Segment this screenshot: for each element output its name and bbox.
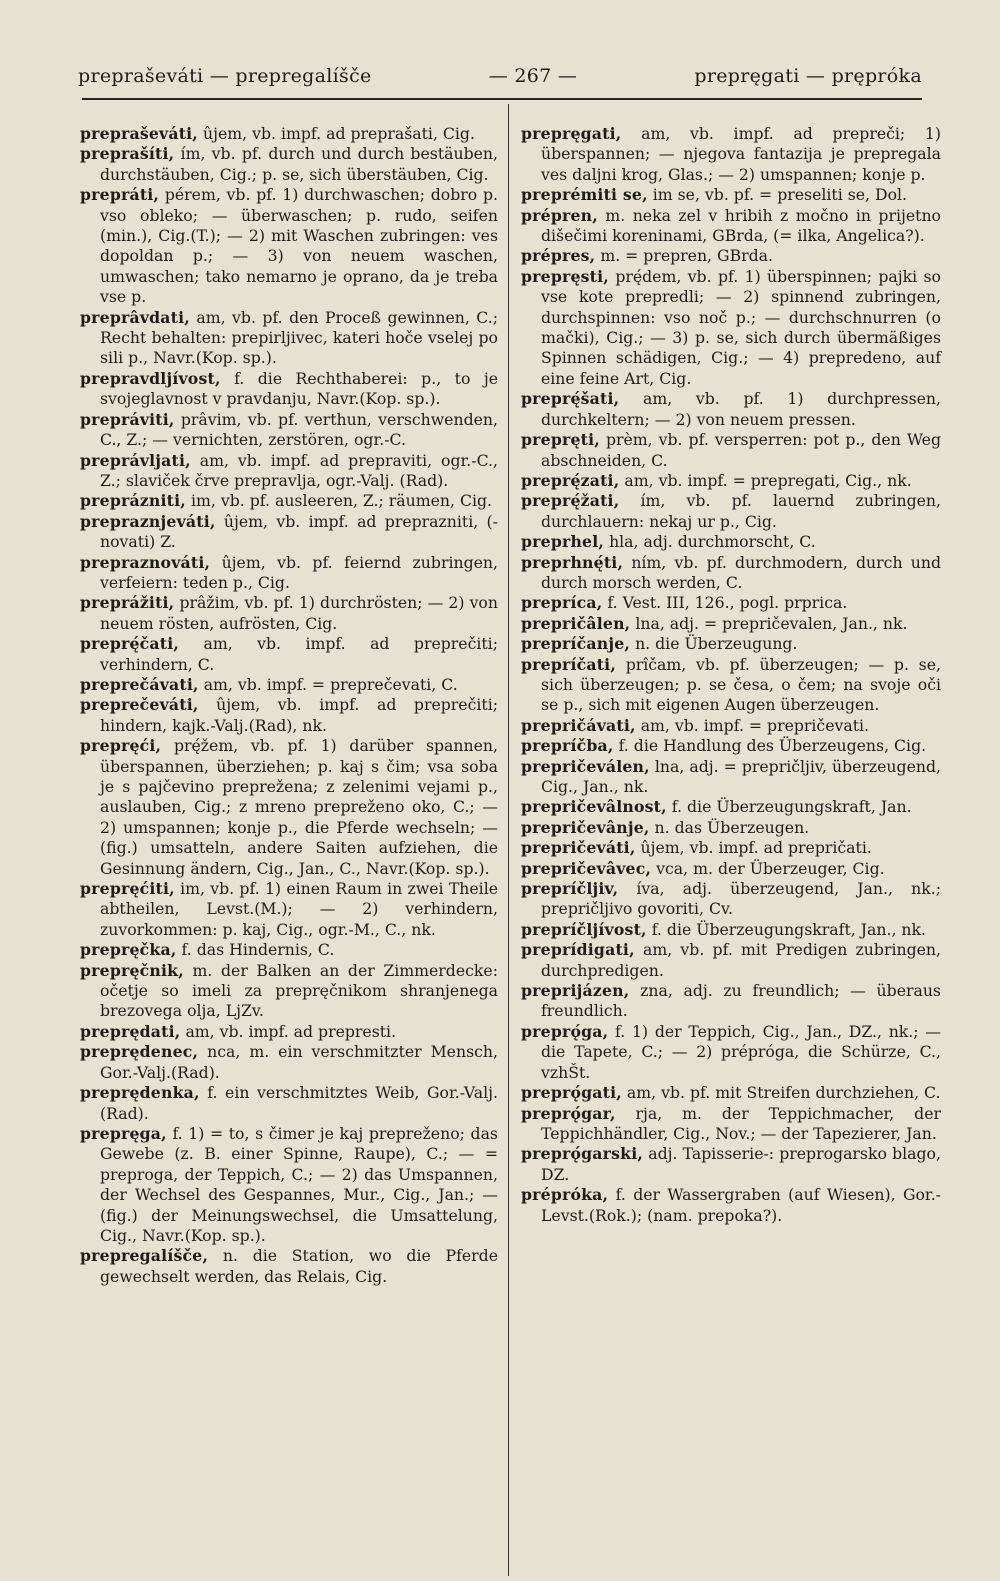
entry-definition: f. das Hindernis, C.	[181, 940, 335, 960]
entry-definition: im, vb. pf. 1) einen Raum in zwei Theile abtheilen, Levst.(M.); — 2) verhindern, zuvorkommen: p. kaj, Cig., ogr.-M., C., nk.	[100, 879, 498, 939]
dictionary-entry	[521, 614, 941, 634]
entry-headword: prepríčba,	[521, 736, 614, 756]
entry-definition: vca, m. der Überzeuger, Cig.	[656, 858, 885, 878]
dictionary-entry	[521, 757, 941, 798]
entry-headword: prepričávati,	[521, 715, 636, 735]
entry-headword: prepríca,	[521, 593, 603, 613]
entry-headword: preprędenec,	[80, 1042, 199, 1062]
dictionary-entry	[521, 1022, 941, 1083]
dictionary-entry	[80, 593, 498, 634]
dictionary-entry	[521, 1185, 941, 1226]
entry-definition: prèm, vb. pf. versperren: pot p., den Weg abschneiden, C.	[541, 430, 942, 470]
entry-definition: ím, vb. pf. lauernd zubringen, durchlauern: nekaj ur p., Cig.	[541, 491, 941, 531]
entry-definition: am, vb. impf. = prepregati, Cig., nk.	[624, 470, 912, 490]
page-number: — 267 —	[488, 65, 578, 87]
dictionary-entry	[521, 818, 941, 838]
entry-definition: ûjem, vb. pf. feiernd zubringen, verfeiern: teden p., Cig.	[100, 552, 498, 592]
entry-definition: f. die Rechthaberei: p., to je svojeglavnost v pravdanju, Navr.(Kop. sp.).	[100, 368, 498, 409]
entry-definition: ûjem, vb. impf. ad preprazniti, (-novati) Z.	[100, 511, 498, 552]
entry-definition: f. 1) = to, s čimer je kaj prepreženo; das Gewebe (z. B. einer Spinne, Raupe), C.; — = preproga, der Teppich, C.; — 2) das Umspannen, der Wechsel des Gespannes, Mur., Cig., Jan.; — (fig.) der Meinungswechsel, die Umsattelung, Cig., Navr.(Kop. sp.).	[100, 1123, 498, 1245]
dictionary-entry	[521, 553, 941, 594]
dictionary-entry	[80, 553, 498, 594]
entry-definition: m. der Balken an der Zimmerdecke: očetje so imeli za prepręčnikom shranjenega brezovega olja, LjZv.	[100, 960, 498, 1021]
entry-definition: f. der Wassergraben (auf Wiesen), Gor.-Levst.(Rok.); (nam. prepoka?).	[541, 1185, 941, 1225]
dictionary-entry	[80, 961, 498, 1022]
entry-definition: f. Vest. III, 126., pogl. prprica.	[607, 593, 848, 613]
entry-headword: preprę́žati,	[521, 491, 620, 511]
dictionary-entry	[521, 1144, 941, 1185]
entry-definition: im, vb. pf. ausleeren, Z.; räumen, Cig.	[190, 491, 493, 511]
entry-definition: nca, m. ein verschmitzter Mensch, Gor.-Valj.(Rad).	[100, 1042, 498, 1082]
dictionary-entry	[521, 267, 941, 389]
entry-headword: prepręsti,	[521, 266, 609, 286]
entry-definition: n. die Überzeugung.	[635, 634, 798, 654]
dictionary-entry	[521, 389, 941, 430]
entry-definition: im se, vb. pf. = preseliti se, Dol.	[652, 185, 908, 205]
entry-definition: n. die Station, wo die Pferde gewechselt werden, das Relais, Cig.	[100, 1246, 498, 1286]
entry-definition: prę́dem, vb. pf. 1) überspinnen; pajki so vse kote prepredli; — 2) spinnend zubringen, durchspinnen: vso noč p.; — durchschnurren (o mački), Cig.; — 3) p. se, sich durch übermäßiges Spinnen schädigen, Cig.; — 4) prepredeno, auf eine feine Art, Cig.	[541, 266, 941, 388]
entry-headword: prepręti,	[521, 430, 600, 450]
entry-definition: f. die Überzeugungskraft, Jan., nk.	[651, 919, 927, 939]
entry-headword: preprę́šati,	[521, 389, 620, 409]
entry-definition: m. neka zel v hribih z močno in prijetno dišečimi koreninami, GBrda, (= ilka, Angelica?).	[541, 205, 941, 246]
entry-headword: preprašíti,	[80, 144, 175, 164]
entry-definition: zna, adj. zu freundlich; — überaus freundlich.	[541, 981, 941, 1021]
dictionary-entry	[80, 675, 498, 695]
entry-definition: pérem, vb. pf. 1) durchwaschen; dobro p. vso obleko; — überwaschen; p. rudo, seifen (min.), Cig.(T.); — 2) mit Waschen zubringen: ves dopoldan p.; — 3) von neuem waschen, umwaschen; tako nemarno je oprano, da je treba vse p.	[100, 185, 498, 307]
entry-headword: preprhel,	[521, 532, 605, 552]
header-right-guide-words: prepręgati — prępróka	[694, 65, 922, 87]
dictionary-entry	[80, 451, 498, 492]
dictionary-entry	[80, 512, 498, 553]
entry-headword: preprâvdati,	[80, 307, 190, 327]
entry-definition: adj. Tapisserie-: preprogarsko blago, DZ.	[541, 1144, 941, 1184]
entry-definition: f. die Überzeugungskraft, Jan.	[671, 797, 912, 817]
entry-definition: am, vb. impf. ad prepreči; 1) überspannen; — njegova fantazija je prepregala ves daljni krog, Glas.; — 2) umspannen; konje p.	[541, 124, 941, 184]
entry-definition: am, vb. impf. = preprečevati, C.	[203, 674, 458, 694]
entry-headword: prepraznjeváti,	[80, 511, 216, 531]
entry-definition: hla, adj. durchmorscht, C.	[609, 532, 816, 552]
dictionary-entry	[80, 634, 498, 675]
entry-definition: rja, m. der Teppichmacher, der Teppichhändler, Cig., Nov.; — der Tapezierer, Jan.	[541, 1103, 941, 1143]
entry-headword: prepraševáti,	[80, 124, 198, 143]
entry-headword: prepričeváti,	[521, 838, 636, 858]
entry-definition: íva, adj. überzeugend, Jan., nk.; prepričljivo govoriti, Cv.	[541, 879, 941, 919]
entry-headword: prépren,	[521, 205, 598, 225]
dictionary-entry	[521, 879, 941, 920]
entry-definition: am, vb. impf. ad prepraviti, ogr.-C., Z.; slaviček črve prepravlja, ogr.-Valj. (Rad).	[100, 450, 498, 490]
entry-definition: f. ein verschmitztes Weib, Gor.-Valj.(Rad).	[100, 1083, 498, 1123]
dictionary-entry	[80, 369, 498, 410]
entry-headword: prepręći,	[80, 736, 162, 756]
header-rule	[82, 98, 922, 100]
entry-definition: am, vb. impf. = prepričevati.	[640, 715, 870, 735]
entry-definition: f. die Handlung des Überzeugens, Cig.	[618, 736, 927, 756]
entry-headword: prépres,	[521, 246, 596, 266]
dictionary-entry	[521, 185, 941, 205]
entry-definition: f. 1) der Teppich, Cig., Jan., DZ., nk.; — die Tapete, C.; — 2) prépróga, die Schürze, C., vzhŠt.	[541, 1021, 941, 1082]
column-divider	[508, 104, 509, 1576]
entry-definition: am, vb. pf. mit Predigen zubringen, durchpredigen.	[541, 940, 941, 980]
entry-headword: prepričeválen,	[521, 756, 650, 776]
entry-headword: prepríčati,	[521, 654, 616, 674]
entry-definition: lna, adj. = prepričljiv, überzeugend, Cig., Jan., nk.	[541, 756, 941, 796]
dictionary-entry	[521, 655, 941, 716]
entry-headword: prepričevâvec,	[521, 858, 652, 878]
dictionary-entry	[80, 144, 498, 185]
entry-definition: prîčam, vb. pf. überzeugen; — p. se, sich überzeugen; p. se česa, o čem; na svoje oči se p., sich mit eigenen Augen überzeugen.	[541, 654, 941, 715]
dictionary-entry	[521, 920, 941, 940]
dictionary-entry	[80, 1246, 498, 1287]
dictionary-entry	[521, 1083, 941, 1103]
entry-definition: am, vb. impf. ad prepresti.	[185, 1021, 397, 1041]
entry-headword: preprę́zati,	[521, 470, 620, 490]
entry-definition: prâžim, vb. pf. 1) durchrösten; — 2) von neuem rösten, aufrösten, Cig.	[100, 593, 498, 633]
entry-headword: prepregalíšče,	[80, 1246, 209, 1266]
entry-headword: preprǫ́gati,	[521, 1083, 622, 1103]
entry-headword: prepravdljívost,	[80, 368, 221, 388]
entry-headword: prepričevâlnost,	[521, 797, 667, 817]
dictionary-entry	[80, 736, 498, 879]
entry-headword: preprávljati,	[80, 450, 191, 470]
page-header	[78, 60, 922, 92]
dictionary-entry	[521, 736, 941, 756]
entry-definition: ím, vb. pf. durch und durch bestäuben, durchstäuben, Cig.; p. se, sich überstäuben, Cig.	[100, 144, 498, 184]
entry-definition: n. das Überzeugen.	[654, 817, 810, 837]
dictionary-entry	[521, 124, 941, 185]
dictionary-entry	[521, 206, 941, 247]
dictionary-entry	[521, 859, 941, 879]
entry-headword: prepráti,	[80, 185, 160, 205]
dictionary-entry	[521, 532, 941, 552]
entry-definition: prę́žem, vb. pf. 1) darüber spannen, überspannen, überziehen; p. kaj s čim; vsa soba je s pajčevino preprežena; z zelenimi vejami p., auslauben, Cig.; z mreno prepreženo oko, C.; — 2) umspannen; konje p., die Pferde wechseln; — (fig.) umsatteln, andere Saiten aufziehen, die Gesinnung ändern, Cig., Jan., C., Navr.(Kop. sp.).	[100, 736, 498, 878]
entry-headword: prepričevânje,	[521, 817, 650, 837]
entry-definition: am, vb. pf. 1) durchpressen, durchkeltern; — 2) von neuem pressen.	[541, 389, 941, 429]
entry-headword: preprhnę́ti,	[521, 552, 624, 572]
dictionary-entry	[80, 940, 498, 960]
entry-headword: prepręgati,	[521, 124, 622, 143]
entry-headword: prepríčanje,	[521, 634, 631, 654]
entry-definition: lna, adj. = prepričevalen, Jan., nk.	[635, 613, 908, 633]
entry-headword: preprędati,	[80, 1021, 181, 1041]
entry-headword: preprijázen,	[521, 981, 630, 1001]
dictionary-entry	[80, 1083, 498, 1124]
dictionary-entry	[80, 185, 498, 307]
entry-headword: prepręćiti,	[80, 879, 175, 899]
dictionary-entry	[80, 491, 498, 511]
entry-headword: preprečávati,	[80, 674, 199, 694]
dictionary-entry	[521, 797, 941, 817]
dictionary-entry	[521, 716, 941, 736]
dictionary-entry	[521, 246, 941, 266]
dictionary-entry	[521, 940, 941, 981]
entry-headword: preprečeváti,	[80, 695, 199, 715]
dictionary-entry	[80, 308, 498, 369]
entry-definition: ûjem, vb. impf. ad preprečiti; hindern, kajk.-Valj.(Rad), nk.	[100, 695, 498, 735]
dictionary-entry	[521, 430, 941, 471]
dictionary-entry	[521, 838, 941, 858]
entry-headword: prepráviti,	[80, 409, 175, 429]
left-column	[80, 124, 498, 1287]
dictionary-entry	[521, 471, 941, 491]
dictionary-entry	[80, 1124, 498, 1246]
entry-headword: prepričâlen,	[521, 613, 631, 633]
entry-definition: ûjem, vb. impf. ad preprašati, Cig.	[202, 124, 475, 143]
dictionary-entry	[521, 491, 941, 532]
entry-headword: prepríčljiv,	[521, 879, 619, 899]
entry-definition: am, vb. pf. den Proceß gewinnen, C.; Recht behalten: prepirljivec, kateri hoče vselej po sili p., Navr.(Kop. sp.).	[100, 307, 498, 368]
entry-headword: prepręga,	[80, 1123, 167, 1143]
entry-definition: m. = prepren, GBrda.	[600, 246, 773, 266]
dictionary-entry	[80, 1022, 498, 1042]
entry-headword: prepręčnik,	[80, 960, 184, 980]
entry-definition: prâvim, vb. pf. verthun, verschwenden, C., Z.; — vernichten, zerstören, ogr.-C.	[100, 409, 498, 450]
entry-definition: am, vb. pf. mit Streifen durchziehen, C.	[626, 1083, 941, 1103]
dictionary-entry	[80, 1042, 498, 1083]
entry-headword: preprážiti,	[80, 593, 175, 613]
entry-definition: ûjem, vb. impf. ad prepričati.	[640, 838, 872, 858]
dictionary-entry	[80, 124, 498, 144]
entry-headword: preprázniti,	[80, 491, 186, 511]
entry-headword: preprǫ́garski,	[521, 1144, 644, 1164]
entry-definition: ním, vb. pf. durchmodern, durch und durch morsch werden, C.	[541, 552, 941, 592]
entry-headword: preprídigati,	[521, 940, 635, 960]
dictionary-entry	[521, 981, 941, 1022]
dictionary-entry	[80, 410, 498, 451]
entry-headword: preprędenka,	[80, 1083, 200, 1103]
dictionary-entry	[521, 1104, 941, 1145]
entry-headword: prépróka,	[521, 1185, 609, 1205]
entry-headword: preprémiti se,	[521, 185, 648, 205]
dictionary-entry	[80, 879, 498, 940]
entry-headword: preprǫ́ga,	[521, 1021, 609, 1041]
header-left-guide-words: prepraševáti — prepregalíšče	[78, 65, 372, 87]
dictionary-entry	[521, 593, 941, 613]
entry-definition: am, vb. impf. ad preprečiti; verhindern, C.	[100, 634, 498, 674]
dictionary-entry	[521, 634, 941, 654]
entry-headword: prepríčljívost,	[521, 919, 647, 939]
entry-headword: preprę́čati,	[80, 634, 180, 654]
right-column	[521, 124, 941, 1226]
dictionary-entry	[80, 695, 498, 736]
entry-headword: prepraznováti,	[80, 552, 211, 572]
entry-headword: prepręčka,	[80, 940, 177, 960]
entry-headword: preprǫ́gar,	[521, 1103, 616, 1123]
